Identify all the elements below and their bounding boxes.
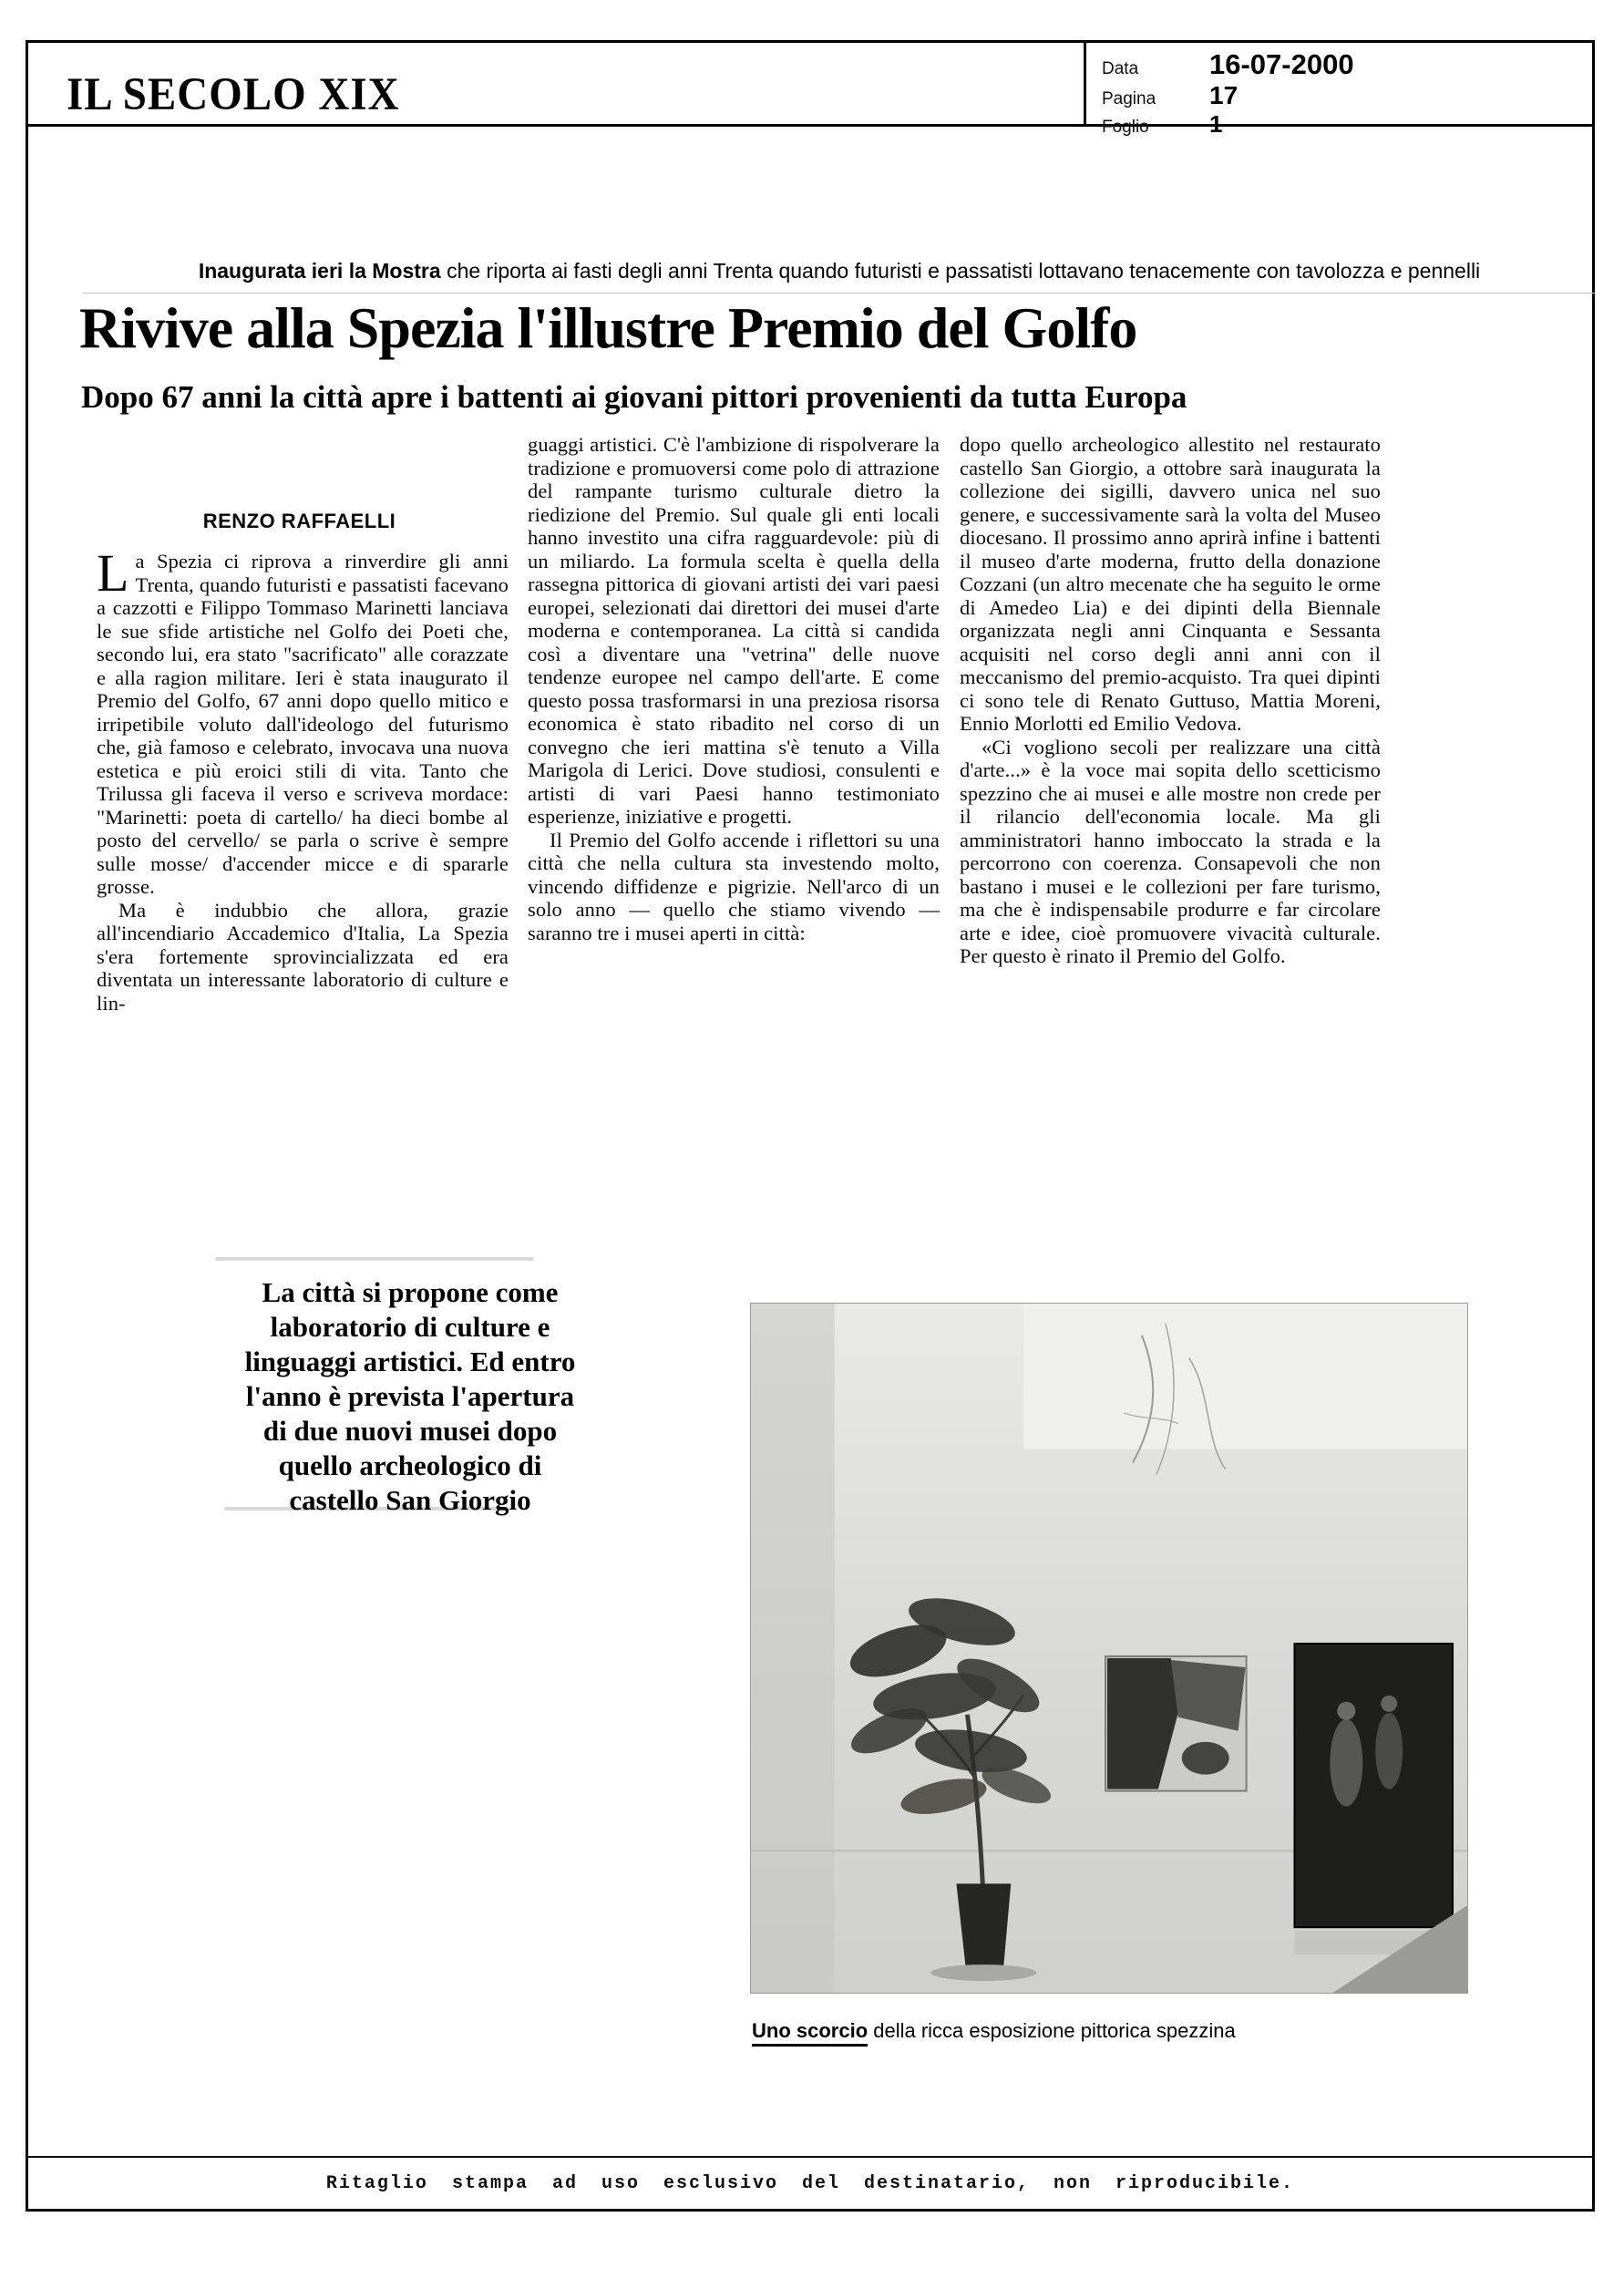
pull-quote-line: quello archeologico di [278, 1449, 542, 1481]
caption-lead: Uno scorcio [752, 2019, 868, 2047]
pull-quote-line: l'anno è prevista l'apertura [245, 1380, 575, 1412]
data-row-page [1102, 81, 1585, 110]
exhibition-photo [750, 1303, 1468, 1994]
masthead-logo: IL SECOLO XIX [67, 68, 400, 121]
header-bar [28, 43, 1592, 138]
footer-note: Ritaglio stampa ad uso esclusivo del destinatario, non riproducibile. [325, 2172, 1295, 2194]
article-column-2 [528, 433, 940, 944]
clipping-data-panel [1102, 48, 1585, 138]
article-paragraph: Il Premio del Golfo accende i riflettori su una città che nella cultura sta investendo molto, vincendo diffidenze e pigrizie. Nell'arco di un solo anno — quello che stiamo vivendo — saranno tre i musei aperti in città: [528, 828, 940, 944]
pull-quote-line: linguaggi artistici. Ed entro [244, 1346, 576, 1377]
article-column-3 [960, 433, 1381, 968]
sheet-value: 1 [1209, 110, 1223, 138]
subhead: Dopo 67 anni la città apre i battenti ai giovani pittori provenienti da tutta Europa [81, 379, 1187, 415]
footer-strip [28, 2156, 1592, 2209]
caption-rest: della ricca esposizione pittorica spezzina [868, 2019, 1236, 2042]
date-label: Data [1102, 59, 1139, 78]
header-divider [1084, 43, 1086, 124]
scan-artifact [215, 1257, 534, 1261]
drop-cap: L [97, 543, 129, 603]
pull-quote [190, 1275, 630, 1518]
pull-quote-line: laboratorio di culture e [270, 1311, 550, 1343]
page-value: 17 [1209, 81, 1239, 109]
sheet-label: Foglio [1102, 118, 1149, 137]
photo-caption [752, 2019, 1426, 2043]
kicker-lead: Inaugurata ieri la Mostra [198, 259, 441, 283]
kicker-rule [83, 293, 1596, 294]
article-paragraph: dopo quello archeologico allestito nel restaurato castello San Giorgio, a ottobre sarà inaugurata la collezione dei sigilli, davvero unica nel suo genere, e successivamente sarà la volta del Museo diocesano. Il prossimo anno aprirà infine i battenti il museo d'arte moderna, frutto della donazione Cozzani (un altro mecenate che ha seguito le orme di Amedeo Lia) e dei dipinti della Biennale organizzata negli anni Cinquanta e Sessanta acquisiti nel corso degli anni anni con il meccanismo del premio-acquisto. Tra quei dipinti ci sono tele di Renato Guttuso, Mattia Moreni, Ennio Morlotti ed Emilio Vedova. [960, 433, 1381, 735]
page-label: Pagina [1102, 89, 1156, 108]
kicker [83, 259, 1596, 284]
clipping-frame [26, 40, 1595, 2212]
data-row-date [1102, 48, 1585, 81]
pull-quote-line: di due nuovi musei dopo [262, 1415, 558, 1447]
article-column-1 [97, 543, 509, 1015]
pull-quote-line: La città si propone come [262, 1276, 559, 1308]
kicker-rest: che riporta ai fasti degli anni Trenta quando futuristi e passatisti lottavano tenacemente con tavolozza e pennelli [440, 259, 1481, 283]
article-paragraph: Ma è indubbio che allora, grazie all'incendiario Accademico d'Italia, La Spezia s'era fortemente sprovincializzata ed era diventata un interessante laboratorio di culture e lin- [97, 898, 509, 1015]
article-paragraph: guaggi artistici. C'è l'ambizione di rispolverare la tradizione e promuoversi come polo di attrazione del rampante turismo culturale dietro la riedizione del Premio. Sul quale gli enti locali hanno investito una cifra ragguardevole: più di un miliardo. La formula scelta è quella della rassegna pittorica di giovani artisti dei vari paesi europei, selezionati dai direttori dei musei d'arte moderna e contemporanea. La città si candida così a diventare una "vetrina" delle nuove tendenze europee nel campo dell'arte. E come questo possa trasformarsi in una preziosa risorsa economica è stato ribadito nel corso di un convegno che ieri mattina s'è tenuto a Villa Marigola di Lerici. Dove studiosi, consulenti e artisti di vari Paesi hanno testimoniato esperienze, iniziative e progetti. [528, 433, 940, 828]
byline: RENZO RAFFAELLI [202, 510, 396, 532]
article-paragraph: «Ci vogliono secoli per realizzare una città d'arte...» è la voce mai sopita dello scetticismo spezzino che ai musei e alle mostre non crede per il rilancio dell'economia locale. Ma gli amministratori hanno imboccato la strada e la percorrono con coerenza. Consapevoli che non bastano i musei e le collezioni per fare turismo, ma che è indispensabile produrre e far circolare arte e idee, cioè promuovere vivacità culturale. Per questo è rinato il Premio del Golfo. [960, 735, 1381, 967]
paragraph-text: a Spezia ci riprova a rinverdire gli anni Trenta, quando futuristi e passatisti facevano a cazzotti e Filippo Tommaso Marinetti lanciava le sue sfide artistiche nel Golfo dei Poeti che, secondo lui, era stato "sacrificato" alle corazzate e alla ragion militare. Ieri è stata inaugurato il Premio del Golfo, 67 anni dopo quello mitico e irripetibile voluto dall'ideologo del futurismo che, già famoso e celebrato, invocava una nuova estetica e più eroici stili di vita. Tanto che Trilussa gli faceva il verso e scriveva mordace: "Marinetti: poeta di cartello/ ha dieci bombe al posto del cervello/ se parla o scrive è sempre sulle mosse/ d'accender micce e di spararle grosse. [97, 550, 509, 898]
pull-quote-line: castello San Giorgio [289, 1484, 531, 1516]
date-value: 16-07-2000 [1209, 48, 1354, 80]
article-paragraph [97, 543, 509, 899]
data-row-sheet [1102, 110, 1585, 139]
headline: Rivive alla Spezia l'illustre Premio del Golfo [79, 295, 1137, 360]
